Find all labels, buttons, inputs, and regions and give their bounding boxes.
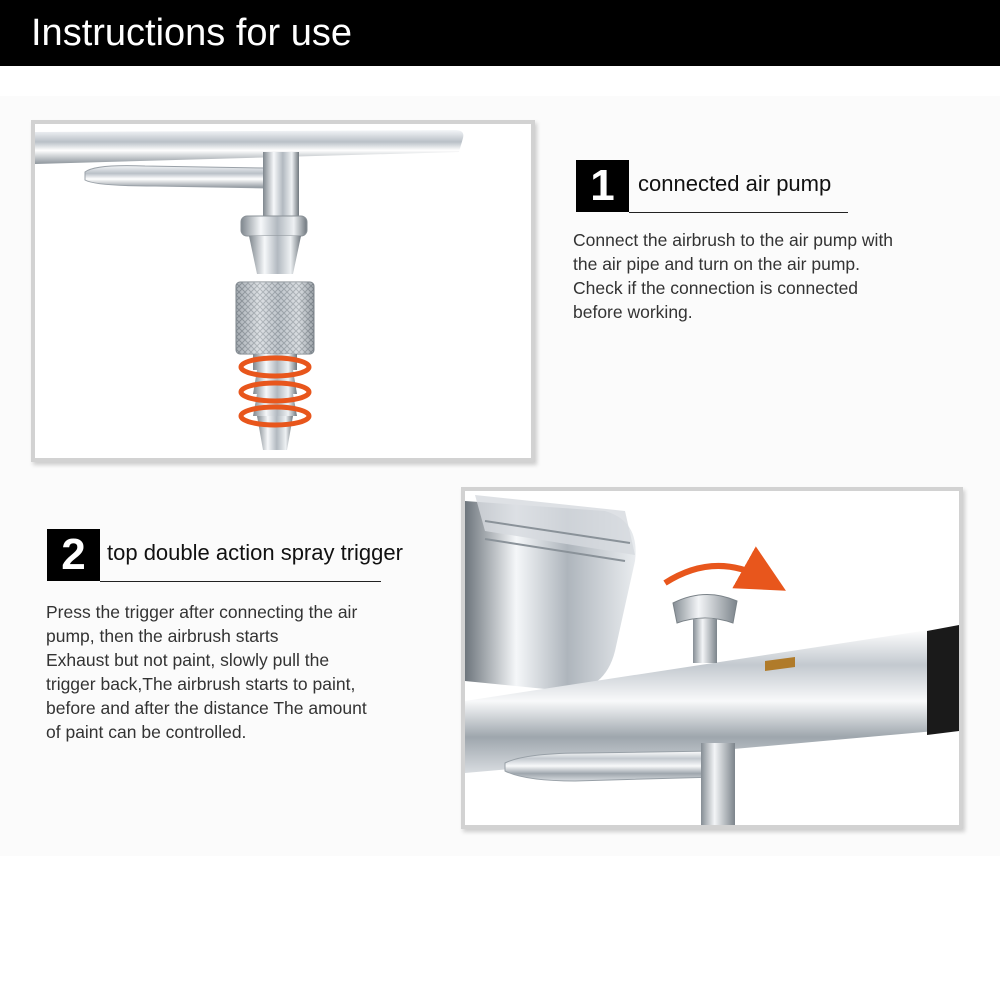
- step-1-underline: [629, 212, 848, 213]
- step-1-line: before working.: [573, 302, 693, 322]
- step-2-title: top double action spray trigger: [107, 540, 403, 565]
- page-title: Instructions for use: [31, 12, 353, 54]
- step-2-line: Exhaust but not paint, slowly pull the: [46, 650, 330, 670]
- step-2-number: 2: [47, 529, 100, 581]
- step-1-line: Check if the connection is connected: [573, 278, 859, 298]
- step-1-line: Connect the airbrush to the air pump with: [573, 230, 894, 250]
- airbrush-trigger-photo: [461, 487, 963, 829]
- header-bar: [0, 0, 1000, 66]
- step-1-description: [573, 228, 893, 324]
- step-1-line: the air pipe and turn on the air pump.: [573, 254, 860, 274]
- step-2-heading: [47, 529, 403, 585]
- step-2-description: [46, 600, 367, 744]
- step-1-number: 1: [576, 160, 629, 212]
- step-2-line: before and after the distance The amount: [46, 698, 367, 718]
- step-2-line: Press the trigger after connecting the air: [46, 602, 358, 622]
- step-2-underline: [100, 581, 381, 582]
- step-1-heading: [576, 160, 848, 216]
- step-2-line: trigger back,The airbrush starts to paint,: [46, 674, 356, 694]
- airbrush-hose-connector-photo: [31, 120, 535, 462]
- step-1-title: connected air pump: [638, 171, 832, 196]
- step-2-line: pump, then the airbrush starts: [46, 626, 279, 646]
- step-2-line: of paint can be controlled.: [46, 722, 247, 742]
